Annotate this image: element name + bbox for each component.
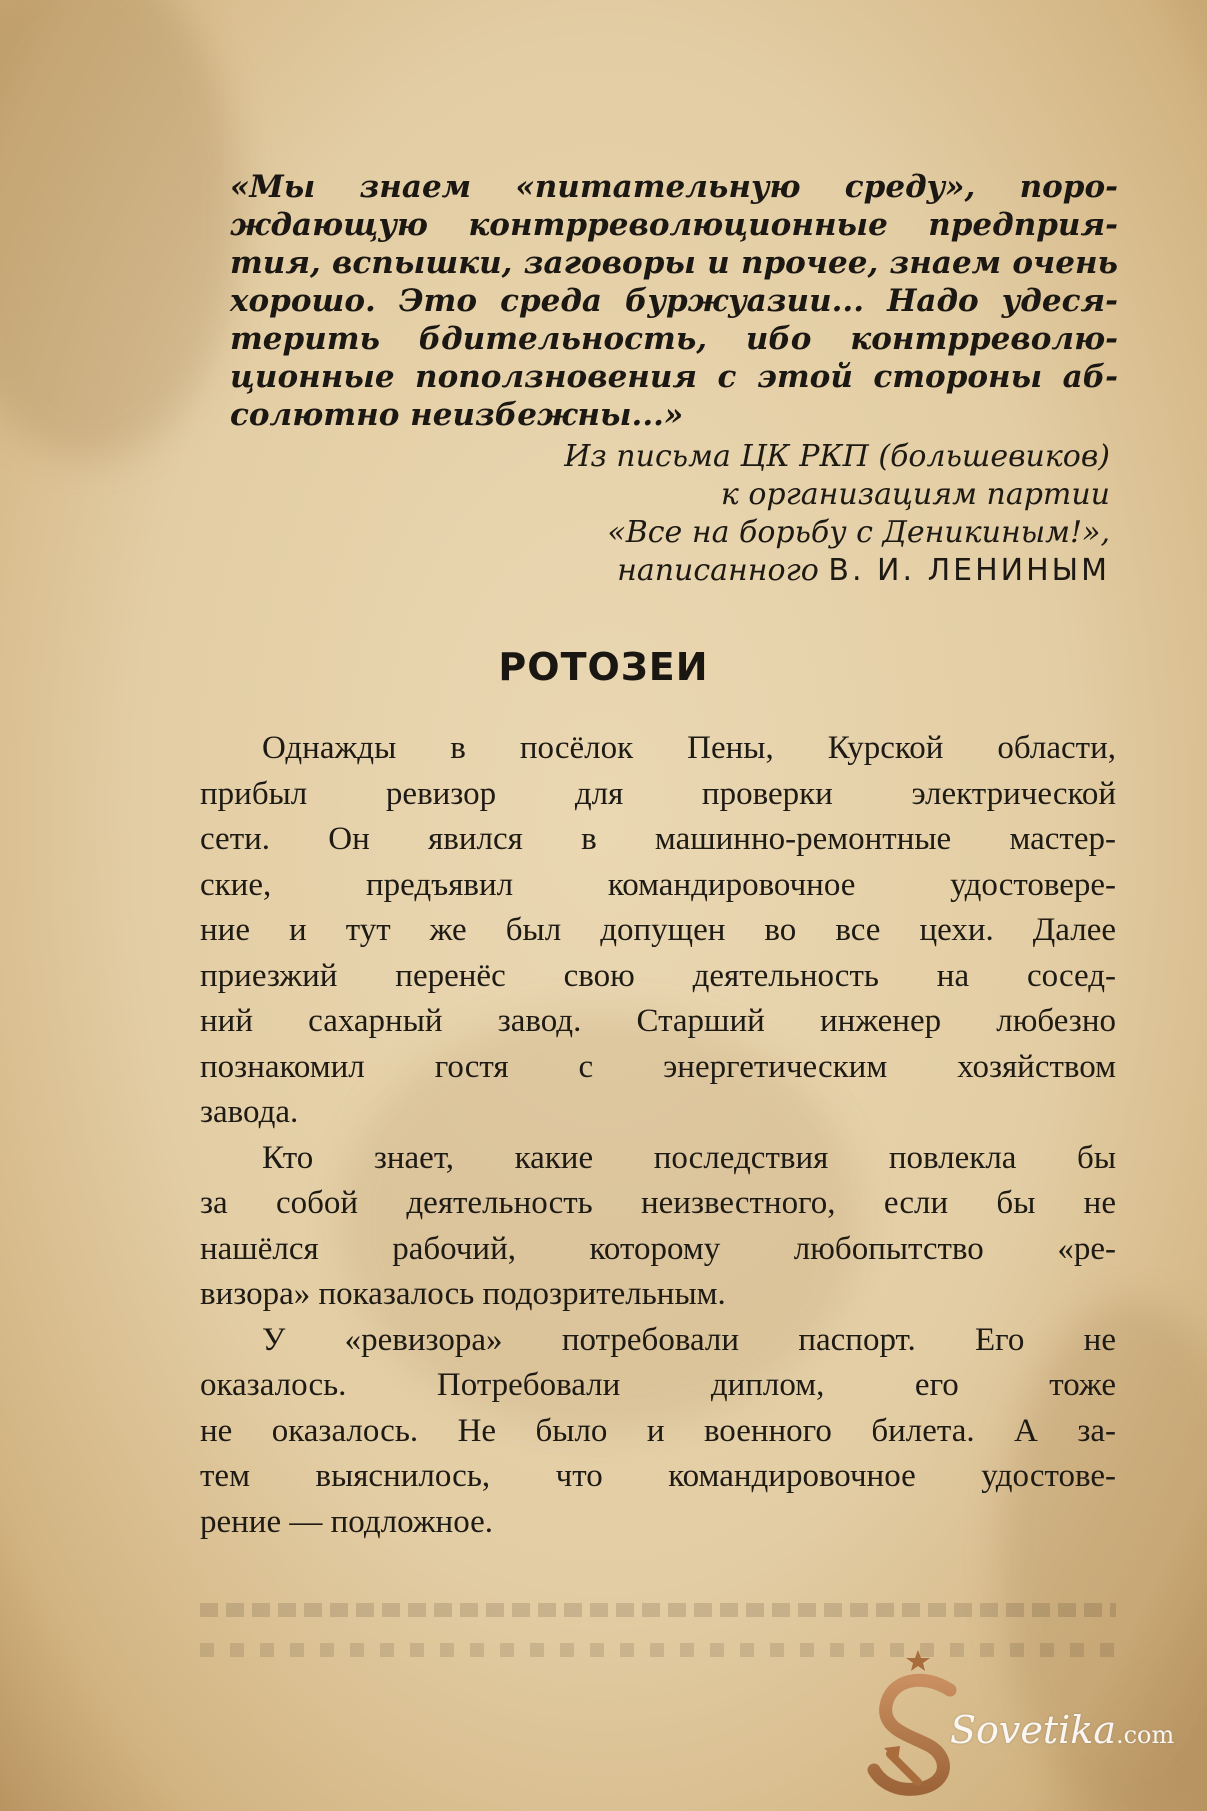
- body-line: У «ревизора» потребовали паспорт. Его не: [262, 1321, 1116, 1358]
- epigraph-line: хорошо. Это среда буржуазии... Надо удеся-: [230, 283, 1118, 319]
- body-line: сети. Он явился в машинно-ремонтные мастер-: [200, 821, 1116, 857]
- attribution-written-by: написанного: [617, 553, 819, 588]
- hammer-sickle-icon: [874, 1680, 950, 1789]
- epigraph-line: «Мы знаем «питательную среду», поро-: [230, 169, 1118, 205]
- attribution-line: к организациям партии: [720, 477, 1110, 512]
- body-line: за собой деятельность неизвестного, если бы не: [200, 1185, 1116, 1221]
- article-body: [200, 726, 1116, 1545]
- paper-stain: [0, 0, 240, 460]
- body-line: прибыл ревизор для проверки электрической: [200, 775, 1116, 812]
- body-line: ские, предъявил командировочное удостовере-: [200, 866, 1116, 903]
- watermark-text: Sovetika: [950, 1708, 1116, 1752]
- body-line: тем выяснилось, что командировочное удостове-: [200, 1458, 1116, 1494]
- body-line: ний сахарный завод. Старший инженер любезно: [200, 1003, 1116, 1039]
- epigraph-line: солютно неизбежны...»: [230, 397, 684, 433]
- epigraph-attribution: [350, 438, 1110, 590]
- body-line: приезжий перенёс свою деятельность на сосед-: [200, 957, 1116, 994]
- epigraph-quote: [230, 168, 1118, 434]
- body-line: не оказалось. Не было и военного билета. А за-: [200, 1412, 1116, 1449]
- body-line: рение — подложное.: [200, 1503, 494, 1540]
- watermark-domain: .com: [1115, 1721, 1175, 1749]
- body-line: ние и тут же был допущен во все цехи. Далее: [200, 912, 1116, 948]
- watermark-logo-text: [950, 1708, 1174, 1752]
- epigraph-line: ционные поползновения с этой стороны аб-: [230, 359, 1118, 395]
- body-line: оказалось. Потребовали диплом, его тоже: [200, 1367, 1116, 1403]
- attribution-line: «Все на борьбу с Деникиным!»,: [607, 515, 1110, 550]
- star-icon: [906, 1650, 930, 1671]
- body-line: нашёлся рабочий, которому любопытство «ре-: [200, 1230, 1116, 1267]
- body-line: познакомил гостя с энергетическим хозяйством: [200, 1048, 1116, 1085]
- attribution-line: Из письма ЦК РКП (большевиков): [564, 439, 1110, 474]
- article-title: РОТОЗЕИ: [498, 645, 709, 689]
- body-line: Однажды в посёлок Пены, Курской области,: [262, 730, 1116, 766]
- body-line: визора» показалось подозрительным.: [200, 1276, 726, 1312]
- attribution-author-line: [350, 552, 1110, 590]
- attribution-author: В. И. ЛЕНИНЫМ: [828, 553, 1110, 588]
- body-line: завода.: [200, 1094, 299, 1130]
- epigraph-line: ждающую контрреволюционные предприя-: [230, 207, 1118, 243]
- epigraph-line: терить бдительность, ибо контрреволю-: [230, 321, 1118, 357]
- body-line: Кто знает, какие последствия повлекла бы: [262, 1139, 1116, 1176]
- epigraph-line: тия, вспышки, заговоры и прочее, знаем очень: [230, 245, 1118, 281]
